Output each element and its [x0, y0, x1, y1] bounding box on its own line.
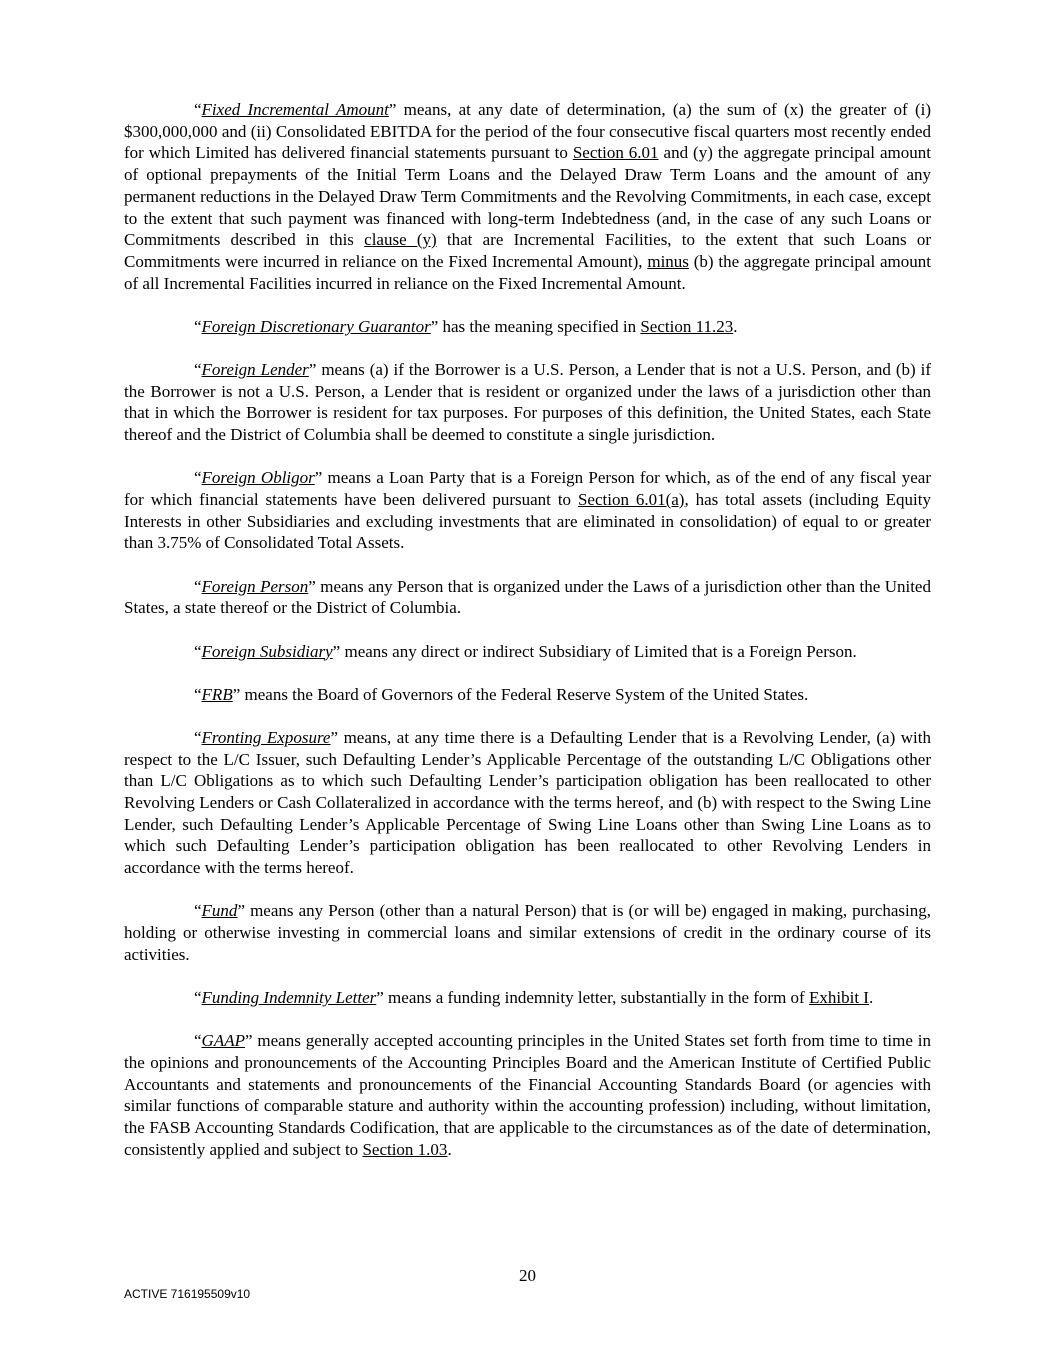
- definition-fixed-incremental-amount: “Fixed Incremental Amount” means, at any date of determination, (a) the sum of (x) the greater of (i) $300,000,000 and (ii) Consolidated EBITDA for the period of the four consecutive fiscal quarters most recently ended for which Limited has delivered financial statements pursuant to Section 6.01 and (y) the aggregate principal amount of optional prepayments of the Initial Term Loans and the Delayed Draw Term Loans and the amount of any permanent reductions in the Delayed Draw Term Commitments and the Revolving Commitments, in each case, except to the extent that such payment was financed with long-term Indebtedness (and, in the case of any such Loans or Commitments described in this clause (y) that are Incremental Facilities, to the extent that such Loans or Commitments were incurred in reliance on the Fixed Incremental Amount), minus (b) the aggregate principal amount of all Incremental Facilities incurred in reliance on the Fixed Incremental Amount.: [124, 100, 931, 293]
- definition-frb: “FRB” means the Board of Governors of the Federal Reserve System of the United States.: [194, 684, 809, 704]
- definition-text: means any direct or indirect Subsidiary of Limited that is a Foreign Person.: [340, 641, 857, 661]
- page-number: 20: [519, 1266, 536, 1285]
- definition-text: , has total assets (including Equity Interests in other Subsidiaries and excluding investments that are eliminated in consolidation) of equal to or greater than 3.75% of Consolidated Total Assets.: [124, 490, 931, 553]
- definition-text: .: [733, 316, 738, 336]
- document-body: [124, 99, 931, 1182]
- defined-term: Foreign Person: [201, 576, 309, 596]
- definition-foreign-discretionary-guarantor: “Foreign Discretionary Guarantor” has the meaning specified in Section 11.23.: [194, 316, 738, 336]
- clause-reference: clause (y): [364, 230, 437, 250]
- defined-term: Foreign Discretionary Guarantor: [201, 316, 431, 336]
- definition-text: means a Loan Party that is a Foreign Person for which, as of the end of any fiscal year for which financial statements have been delivered pursuant to: [124, 468, 931, 510]
- definition-text: means the Board of Governors of the Federal Reserve System of the United States.: [240, 684, 809, 704]
- definition-foreign-subsidiary: “Foreign Subsidiary” means any direct or indirect Subsidiary of Limited that is a Foreign Person.: [194, 641, 857, 661]
- definition-text: means (a) if the Borrower is a U.S. Person, a Lender that is not a U.S. Person, and (b) if the Borrower is not a U.S. Person, a Lender that is resident or organized under the laws of a jurisdiction other than that in which the Borrower is resident for tax purposes. For purposes of this definition, the United States, each State thereof and the District of Columbia shall be deemed to constitute a single jurisdiction.: [124, 360, 931, 445]
- document-id: ACTIVE 716195509v10: [124, 1287, 251, 1301]
- definition-text: means a funding indemnity letter, substantially in the form of: [383, 988, 809, 1007]
- definition-foreign-person: “Foreign Person” means any Person that is organized under the Laws of a jurisdiction other than the United States, a state thereof or the District of Columbia.: [124, 576, 931, 618]
- exhibit-reference: Exhibit I: [808, 988, 869, 1007]
- definition-text: (b) the aggregate principal amount of all Incremental Facilities incurred in reliance on the Fixed Incremental Amount.: [124, 251, 931, 293]
- section-reference: Section 1.03: [362, 1139, 448, 1159]
- defined-term: GAAP: [201, 1031, 245, 1051]
- definition-text: has the meaning specified in: [438, 316, 641, 336]
- definition-fronting-exposure: “Fronting Exposure” means, at any time there is a Defaulting Lender that is a Revolving Lender, (a) with respect to the L/C Issuer, such Defaulting Lender’s Applicable Percentage of the outstanding L/C Obligations other than L/C Obligations as to which such Defaulting Lender’s participation obligation has been reallocated to other Revolving Lenders or Cash Collateralized in accordance with the terms hereof, and (b) with respect to the Swing Line Lender, such Defaulting Lender’s Applicable Percentage of Swing Line Loans other than Swing Line Loans as to which such Defaulting Lender’s participation obligation has been reallocated to other Revolving Lenders in accordance with the terms hereof.: [124, 727, 931, 878]
- definition-text: and (y) the aggregate principal amount of optional prepayments of the Initial Term Loans and the Delayed Draw Term Loans and the amount of any permanent reductions in the Delayed Draw Term Commitments and the Revolving Commitments, in each case, except to the extent that such payment was financed with long-term Indebtedness (and, in the case of any such Loans or Commitments described in this: [124, 143, 931, 250]
- definition-text: means any Person that is organized under the Laws of a jurisdiction other than the United States, a state thereof or the District of Columbia.: [124, 576, 931, 618]
- definition-text: means, at any time there is a Defaulting Lender that is a Revolving Lender, (a) with respect to the L/C Issuer, such Defaulting Lender’s Applicable Percentage of the outstanding L/C Obligations other than L/C Obligations as to which such Defaulting Lender’s participation obligation has been reallocated to other Revolving Lenders or Cash Collateralized in accordance with the terms hereof, and (b) with respect to the Swing Line Lender, such Defaulting Lender’s Applicable Percentage of Swing Line Loans other than Swing Line Loans as to which such Defaulting Lender’s participation obligation has been reallocated to other Revolving Lenders in accordance with the terms hereof.: [124, 727, 931, 878]
- definition-text: that are Incremental Facilities, to the extent that such Loans or Commitments were incurred in reliance on the Fixed Incremental Amount),: [124, 230, 931, 271]
- emphasized-word: minus: [647, 251, 689, 271]
- defined-term: Foreign Lender: [201, 360, 309, 380]
- definition-foreign-obligor: “Foreign Obligor” means a Loan Party that is a Foreign Person for which, as of the end of any fiscal year for which financial statements have been delivered pursuant to Section 6.01(a), has total assets (including Equity Interests in other Subsidiaries and excluding investments that are eliminated in consolidation) of equal to or greater than 3.75% of Consolidated Total Assets.: [124, 468, 931, 553]
- defined-term: Funding Indemnity Letter: [201, 988, 377, 1007]
- definition-text: means generally accepted accounting principles in the United States set forth from time to time in the opinions and pronouncements of the Accounting Principles Board and the American Institute of Certified Public Accountants and statements and pronouncements of the Financial Accounting Standards Board (or agencies with similar functions of comparable stature and authority within the accounting profession) including, without limitation, the FASB Accounting Standards Codification, that are applicable to the circumstances as of the date of determination, consistently applied and subject to: [124, 1031, 931, 1159]
- defined-term: FRB: [201, 684, 233, 704]
- definition-funding-indemnity-letter: “Funding Indemnity Letter” means a funding indemnity letter, substantially in the form of Exhibit I.: [194, 988, 874, 1007]
- definition-text: means any Person (other than a natural Person) that is (or will be) engaged in making, purchasing, holding or otherwise investing in commercial loans and similar extensions of credit in the ordinary course of its activities.: [124, 901, 931, 964]
- defined-term: Fixed Incremental Amount: [201, 100, 389, 119]
- definition-foreign-lender: “Foreign Lender” means (a) if the Borrower is a U.S. Person, a Lender that is not a U.S. Person, and (b) if the Borrower is not a U.S. Person, a Lender that is resident or organized under the laws of a jurisdiction other than that in which the Borrower is resident for tax purposes. For purposes of this definition, the United States, each State thereof and the District of Columbia shall be deemed to constitute a single jurisdiction.: [124, 360, 931, 445]
- definition-text: means, at any date of determination, (a) the sum of (x) the greater of (i) $300,000,000 and (ii) Consolidated EBITDA for the period of the four consecutive fiscal quarters most recently ended for which Limited has delivered financial statements pursuant to: [124, 100, 931, 163]
- section-reference: Section 6.01(a): [577, 490, 685, 510]
- definition-gaap: “GAAP” means generally accepted accounting principles in the United States set forth from time to time in the opinions and pronouncements of the Accounting Principles Board and the American Institute of Certified Public Accountants and statements and pronouncements of the Financial Accounting Standards Board (or agencies with similar functions of comparable stature and authority within the accounting profession) including, without limitation, the FASB Accounting Standards Codification, that are applicable to the circumstances as of the date of determination, consistently applied and subject to Section 1.03.: [124, 1031, 931, 1159]
- defined-term: Fronting Exposure: [201, 727, 331, 747]
- definition-text: .: [868, 988, 874, 1007]
- defined-term: Foreign Subsidiary: [201, 641, 333, 661]
- definition-text: .: [447, 1139, 452, 1159]
- definition-fund: “Fund” means any Person (other than a natural Person) that is (or will be) engaged in making, purchasing, holding or otherwise investing in commercial loans and similar extensions of credit in the ordinary course of its activities.: [124, 901, 931, 964]
- defined-term: Fund: [201, 901, 238, 921]
- section-reference: Section 6.01: [572, 143, 659, 163]
- defined-term: Foreign Obligor: [201, 468, 315, 488]
- section-reference: Section 11.23: [640, 316, 734, 336]
